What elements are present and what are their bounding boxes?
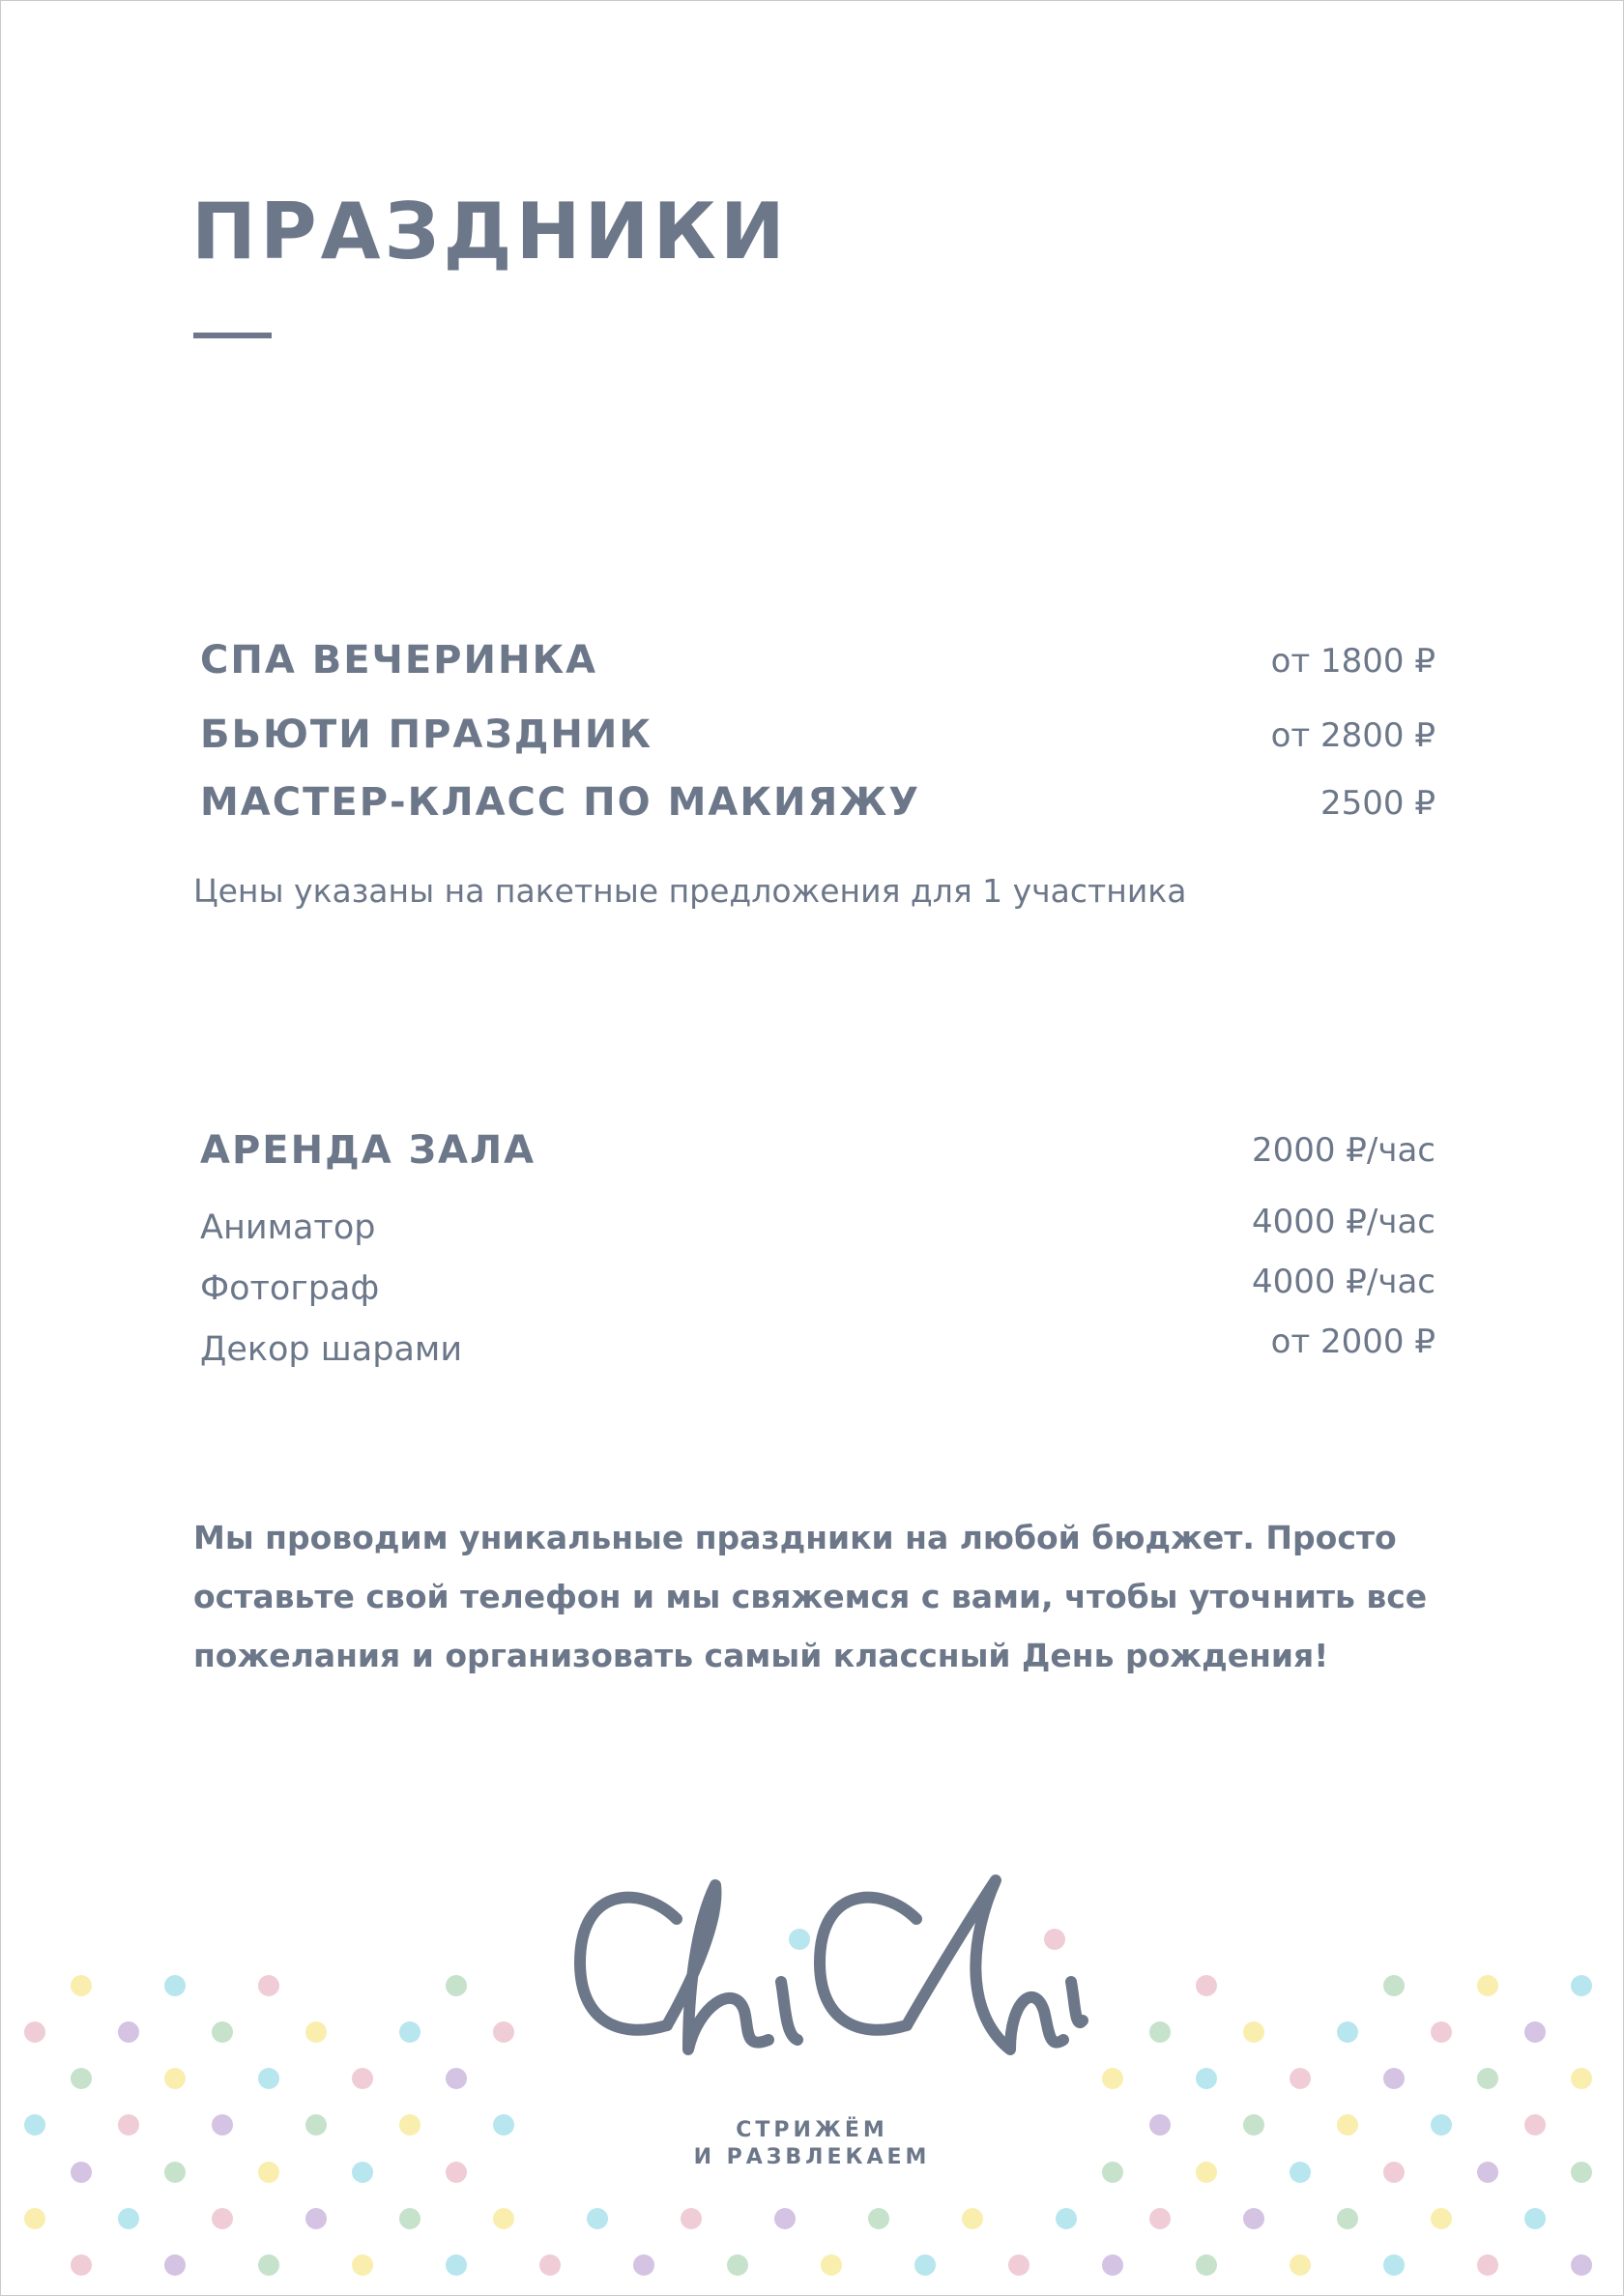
tagline-line1: СТРИЖЁМ bbox=[736, 2118, 888, 2142]
extra-price: 4000 ₽/час bbox=[1251, 1203, 1436, 1241]
extra-name: Декор шарами bbox=[200, 1330, 463, 1369]
extra-price: от 2000 ₽ bbox=[1270, 1322, 1436, 1361]
packages-note: Цены указаны на пакетные предложения для 1 участника bbox=[193, 872, 1187, 910]
package-price: от 2800 ₽ bbox=[1270, 716, 1436, 755]
package-price: от 1800 ₽ bbox=[1270, 642, 1436, 681]
package-name: БЬЮТИ ПРАЗДНИК bbox=[200, 712, 653, 757]
page-title: ПРАЗДНИКИ bbox=[191, 187, 789, 276]
extra-name: Фотограф bbox=[200, 1269, 380, 1308]
promo-text: Мы проводим уникальные праздники на любой бюджет. Просто оставьте свой телефон и мы свяжемся с вами, чтобы уточнить все пожелания и организовать самый классный День рождения! bbox=[193, 1519, 1428, 1674]
package-name: СПА ВЕЧЕРИНКА bbox=[200, 638, 598, 683]
title-underline bbox=[193, 333, 272, 338]
package-price: 2500 ₽ bbox=[1320, 784, 1436, 823]
rental-price: 2000 ₽/час bbox=[1251, 1131, 1436, 1170]
extra-name: Аниматор bbox=[200, 1208, 376, 1247]
tagline-line2: И РАЗВЛЕКАЕМ bbox=[693, 2145, 931, 2169]
package-name: МАСТЕР-КЛАСС ПО МАКИЯЖУ bbox=[200, 780, 921, 825]
rental-name: АРЕНДА ЗАЛА bbox=[200, 1128, 536, 1173]
extra-price: 4000 ₽/час bbox=[1251, 1263, 1436, 1301]
